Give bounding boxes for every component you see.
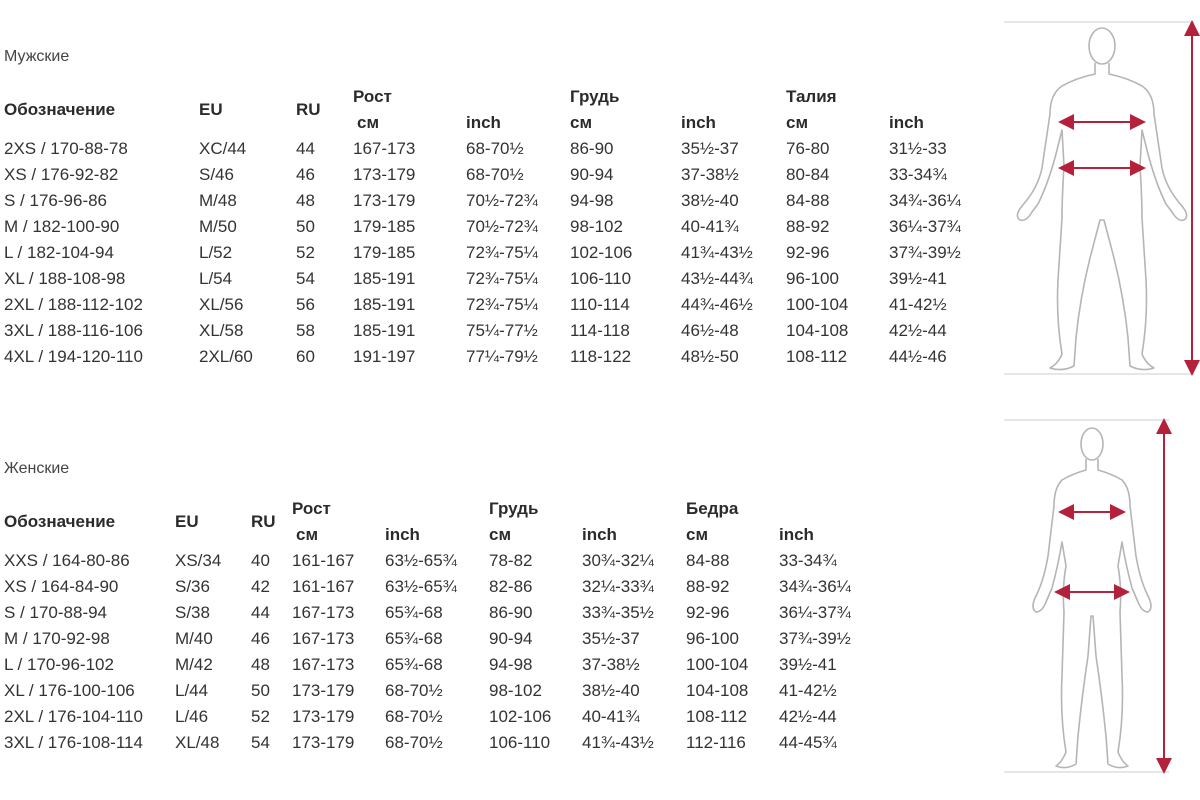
table-cell: 41¾-43½ bbox=[582, 733, 654, 752]
table-cell: L/46 bbox=[175, 707, 209, 726]
header-chest-inch: inch bbox=[681, 113, 716, 132]
header-hips-cm: см bbox=[686, 525, 709, 544]
table-row bbox=[0, 292, 990, 318]
table-cell: XC/44 bbox=[199, 139, 247, 158]
table-cell: 86-90 bbox=[489, 603, 533, 622]
table-cell: 63½-65¾ bbox=[385, 577, 457, 596]
table-cell: 46 bbox=[251, 629, 270, 648]
table-cell: 41-42½ bbox=[779, 681, 837, 700]
table-cell: 46½-48 bbox=[681, 321, 739, 340]
table-row bbox=[0, 318, 990, 344]
table-cell: 104-108 bbox=[686, 681, 749, 700]
table-cell: 82-86 bbox=[489, 577, 533, 596]
table-cell: 44½-46 bbox=[889, 347, 947, 366]
table-cell: 33-34¾ bbox=[779, 551, 837, 570]
table-cell: 98-102 bbox=[489, 681, 542, 700]
table-cell: 77¼-79½ bbox=[466, 347, 538, 366]
table-cell: XL/48 bbox=[175, 733, 220, 752]
table-cell: S/38 bbox=[175, 603, 210, 622]
table-row bbox=[0, 548, 880, 574]
table-cell: 102-106 bbox=[570, 243, 633, 262]
header-waist: Талия bbox=[786, 87, 837, 106]
table-cell: 2XL / 176-104-110 bbox=[4, 707, 143, 726]
table-cell: S/46 bbox=[199, 165, 234, 184]
table-cell: 90-94 bbox=[489, 629, 533, 648]
table-cell: 33-34¾ bbox=[889, 165, 947, 184]
table-cell: 3XL / 176-108-114 bbox=[4, 733, 143, 752]
table-cell: 44 bbox=[296, 139, 315, 158]
table-cell: 108-112 bbox=[786, 347, 848, 366]
table-cell: 34¾-36¼ bbox=[779, 577, 851, 596]
table-cell: 185-191 bbox=[353, 295, 416, 314]
table-row bbox=[0, 704, 880, 730]
men-size-table bbox=[0, 84, 990, 370]
table-cell: 31½-33 bbox=[889, 139, 947, 158]
header-eu: EU bbox=[199, 100, 223, 119]
table-cell: 76-80 bbox=[786, 139, 830, 158]
table-cell: 32¼-33¾ bbox=[582, 577, 654, 596]
table-cell: 56 bbox=[296, 295, 315, 314]
table-cell: L/44 bbox=[175, 681, 209, 700]
header-ru: RU bbox=[296, 100, 321, 119]
table-cell: 42 bbox=[251, 577, 270, 596]
table-cell: 68-70½ bbox=[466, 165, 524, 184]
header-height: Рост bbox=[292, 499, 331, 518]
table-cell: 44¾-46½ bbox=[681, 295, 753, 314]
header-chest: Грудь bbox=[489, 499, 539, 518]
header-waist-inch: inch bbox=[889, 113, 924, 132]
table-cell: 106-110 bbox=[489, 733, 551, 752]
table-cell: 50 bbox=[251, 681, 270, 700]
header-chest-inch: inch bbox=[582, 525, 617, 544]
table-row bbox=[0, 162, 990, 188]
table-cell: 39½-41 bbox=[889, 269, 947, 288]
table-row bbox=[0, 574, 880, 600]
table-cell: 40-41¾ bbox=[582, 707, 640, 726]
table-cell: 68-70½ bbox=[385, 707, 443, 726]
table-cell: 173-179 bbox=[292, 733, 355, 752]
table-cell: 106-110 bbox=[570, 269, 632, 288]
table-cell: 68-70½ bbox=[466, 139, 524, 158]
table-cell: 94-98 bbox=[489, 655, 533, 674]
table-cell: 70½-72¾ bbox=[466, 191, 538, 210]
table-cell: 38½-40 bbox=[582, 681, 640, 700]
table-cell: 36¼-37¾ bbox=[889, 217, 961, 236]
table-cell: XS / 164-84-90 bbox=[4, 577, 119, 596]
table-cell: 37¾-39½ bbox=[889, 243, 961, 262]
male-silhouette bbox=[1017, 28, 1186, 370]
table-cell: 90-94 bbox=[570, 165, 614, 184]
women-size-table bbox=[0, 496, 880, 756]
table-cell: 100-104 bbox=[686, 655, 749, 674]
table-cell: 63½-65¾ bbox=[385, 551, 457, 570]
table-cell: 2XL/60 bbox=[199, 347, 253, 366]
table-cell: 96-100 bbox=[786, 269, 839, 288]
table-cell: 65¾-68 bbox=[385, 629, 443, 648]
table-cell: 42½-44 bbox=[779, 707, 837, 726]
table-cell: 72¾-75¼ bbox=[466, 243, 538, 262]
table-cell: 35½-37 bbox=[582, 629, 640, 648]
table-cell: 75¼-77½ bbox=[466, 321, 538, 340]
table-cell: 84-88 bbox=[786, 191, 830, 210]
table-cell: 179-185 bbox=[353, 217, 416, 236]
table-cell: XL/56 bbox=[199, 295, 244, 314]
table-cell: 44 bbox=[251, 603, 270, 622]
table-row bbox=[0, 240, 990, 266]
table-cell: 4XL / 194-120-110 bbox=[4, 347, 143, 366]
header-chest-cm: см bbox=[570, 113, 593, 132]
table-cell: 2XS / 170-88-78 bbox=[4, 139, 128, 158]
table-cell: 80-84 bbox=[786, 165, 830, 184]
table-cell: XL / 176-100-106 bbox=[4, 681, 135, 700]
table-cell: 60 bbox=[296, 347, 315, 366]
table-cell: 96-100 bbox=[686, 629, 739, 648]
table-cell: M / 182-100-90 bbox=[4, 217, 120, 236]
header-height-inch: inch bbox=[385, 525, 420, 544]
table-cell: 173-179 bbox=[292, 681, 355, 700]
table-cell: 161-167 bbox=[292, 577, 355, 596]
table-cell: 52 bbox=[251, 707, 270, 726]
header-hips: Бедра bbox=[686, 499, 739, 518]
table-cell: 44-45¾ bbox=[779, 733, 837, 752]
table-cell: M/40 bbox=[175, 629, 213, 648]
table-cell: 104-108 bbox=[786, 321, 849, 340]
table-cell: 185-191 bbox=[353, 321, 416, 340]
table-row bbox=[0, 730, 880, 756]
header-designation: Обозначение bbox=[4, 100, 116, 119]
men-table-body bbox=[0, 136, 990, 370]
table-row bbox=[0, 652, 880, 678]
table-cell: M/42 bbox=[175, 655, 213, 674]
table-cell: 39½-41 bbox=[779, 655, 837, 674]
table-cell: 48 bbox=[251, 655, 270, 674]
table-cell: XXS / 164-80-86 bbox=[4, 551, 130, 570]
table-cell: 110-114 bbox=[570, 295, 630, 314]
table-cell: 38½-40 bbox=[681, 191, 739, 210]
table-cell: L / 182-104-94 bbox=[4, 243, 114, 262]
table-cell: 173-179 bbox=[353, 165, 416, 184]
header-height-cm: см bbox=[357, 113, 380, 132]
table-cell: 34¾-36¼ bbox=[889, 191, 961, 210]
table-cell: 112-116 bbox=[686, 733, 746, 752]
table-cell: 100-104 bbox=[786, 295, 849, 314]
table-cell: 68-70½ bbox=[385, 733, 443, 752]
table-cell: 161-167 bbox=[292, 551, 355, 570]
table-cell: M/48 bbox=[199, 191, 237, 210]
table-cell: 58 bbox=[296, 321, 315, 340]
table-cell: 3XL / 188-116-106 bbox=[4, 321, 143, 340]
table-cell: 102-106 bbox=[489, 707, 552, 726]
female-body-figure bbox=[1004, 416, 1200, 778]
table-cell: S / 170-88-94 bbox=[4, 603, 108, 622]
header-eu: EU bbox=[175, 512, 199, 531]
table-cell: 88-92 bbox=[686, 577, 730, 596]
table-cell: 86-90 bbox=[570, 139, 614, 158]
table-cell: 41¾-43½ bbox=[681, 243, 753, 262]
table-cell: S/36 bbox=[175, 577, 210, 596]
table-cell: 40 bbox=[251, 551, 270, 570]
header-hips-inch: inch bbox=[779, 525, 814, 544]
header-height: Рост bbox=[353, 87, 392, 106]
table-cell: M / 170-92-98 bbox=[4, 629, 110, 648]
table-row bbox=[0, 678, 880, 704]
table-row bbox=[0, 188, 990, 214]
table-cell: 167-173 bbox=[292, 629, 355, 648]
men-section-title: Мужские bbox=[4, 48, 70, 65]
table-row bbox=[0, 344, 990, 370]
table-cell: 72¾-75¼ bbox=[466, 269, 538, 288]
table-cell: 43½-44¾ bbox=[681, 269, 753, 288]
table-cell: M/50 bbox=[199, 217, 237, 236]
women-section-title: Женские bbox=[4, 460, 70, 477]
table-cell: 68-70½ bbox=[385, 681, 443, 700]
table-cell: 72¾-75¼ bbox=[466, 295, 538, 314]
table-cell: 65¾-68 bbox=[385, 655, 443, 674]
women-table-body bbox=[0, 548, 880, 756]
table-cell: 41-42½ bbox=[889, 295, 947, 314]
table-cell: 173-179 bbox=[292, 707, 355, 726]
female-silhouette bbox=[1033, 428, 1151, 768]
table-cell: 35½-37 bbox=[681, 139, 739, 158]
table-cell: 54 bbox=[251, 733, 270, 752]
table-cell: 94-98 bbox=[570, 191, 614, 210]
table-row bbox=[0, 600, 880, 626]
header-waist-cm: см bbox=[786, 113, 809, 132]
table-cell: 84-88 bbox=[686, 551, 730, 570]
table-cell: 88-92 bbox=[786, 217, 830, 236]
header-chest-cm: см bbox=[489, 525, 512, 544]
table-cell: 167-173 bbox=[292, 603, 355, 622]
table-cell: 52 bbox=[296, 243, 315, 262]
table-cell: 70½-72¾ bbox=[466, 217, 538, 236]
header-chest: Грудь bbox=[570, 87, 620, 106]
table-cell: XS / 176-92-82 bbox=[4, 165, 119, 184]
table-row bbox=[0, 626, 880, 652]
table-cell: 37-38½ bbox=[681, 165, 739, 184]
table-cell: 108-112 bbox=[686, 707, 748, 726]
table-row bbox=[0, 266, 990, 292]
table-cell: 46 bbox=[296, 165, 315, 184]
header-designation: Обозначение bbox=[4, 512, 116, 531]
table-cell: S / 176-96-86 bbox=[4, 191, 108, 210]
table-cell: 48½-50 bbox=[681, 347, 739, 366]
table-cell: 92-96 bbox=[686, 603, 730, 622]
table-cell: XL/58 bbox=[199, 321, 244, 340]
header-height-cm: см bbox=[296, 525, 319, 544]
table-cell: XL / 188-108-98 bbox=[4, 269, 126, 288]
table-cell: XS/34 bbox=[175, 551, 222, 570]
table-cell: 118-122 bbox=[570, 347, 632, 366]
table-cell: 191-197 bbox=[353, 347, 416, 366]
table-cell: L/52 bbox=[199, 243, 233, 262]
table-cell: 92-96 bbox=[786, 243, 830, 262]
table-cell: 167-173 bbox=[353, 139, 416, 158]
table-row bbox=[0, 136, 990, 162]
table-cell: 2XL / 188-112-102 bbox=[4, 295, 143, 314]
table-cell: L/54 bbox=[199, 269, 233, 288]
table-cell: 167-173 bbox=[292, 655, 355, 674]
table-cell: 65¾-68 bbox=[385, 603, 443, 622]
table-cell: 185-191 bbox=[353, 269, 416, 288]
table-cell: 37¾-39½ bbox=[779, 629, 851, 648]
table-cell: 40-41¾ bbox=[681, 217, 739, 236]
table-cell: 114-118 bbox=[570, 321, 630, 340]
table-cell: 42½-44 bbox=[889, 321, 947, 340]
table-cell: 33¾-35½ bbox=[582, 603, 654, 622]
table-cell: 173-179 bbox=[353, 191, 416, 210]
table-cell: 98-102 bbox=[570, 217, 623, 236]
table-cell: 54 bbox=[296, 269, 315, 288]
table-cell: 179-185 bbox=[353, 243, 416, 262]
table-cell: 78-82 bbox=[489, 551, 533, 570]
table-cell: 50 bbox=[296, 217, 315, 236]
table-cell: 30¾-32¼ bbox=[582, 551, 654, 570]
table-cell: 37-38½ bbox=[582, 655, 640, 674]
table-row bbox=[0, 214, 990, 240]
male-body-figure bbox=[1004, 18, 1200, 380]
table-cell: 36¼-37¾ bbox=[779, 603, 851, 622]
header-height-inch: inch bbox=[466, 113, 501, 132]
header-ru: RU bbox=[251, 512, 276, 531]
table-cell: 48 bbox=[296, 191, 315, 210]
table-cell: L / 170-96-102 bbox=[4, 655, 114, 674]
